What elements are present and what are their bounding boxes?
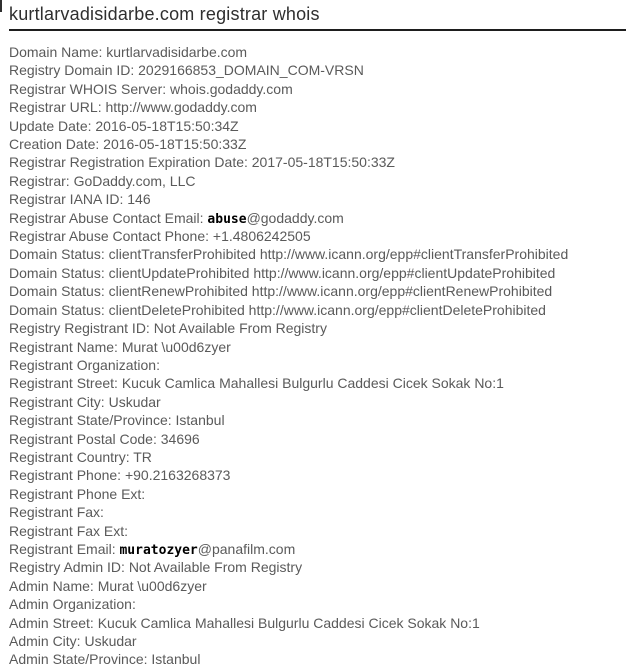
whois-line <box>9 191 630 209</box>
whois-line-text: Admin Street: Kucuk Camlica Mahallesi Bulgurlu Caddesi Cicek Sokak No:1 <box>9 614 480 631</box>
whois-line-text: Domain Status: clientUpdateProhibited http://www.icann.org/epp#clientUpdateProhibited <box>9 264 556 281</box>
whois-line <box>9 118 630 136</box>
whois-line-text: Registrant Name: Murat \u00d6zyer <box>9 338 231 355</box>
whois-line <box>9 357 630 375</box>
whois-line-text: Registrant Phone Ext: <box>9 485 146 502</box>
whois-line <box>9 265 630 283</box>
whois-line-text: Registrant Organization: <box>9 356 160 373</box>
whois-line <box>9 81 630 99</box>
whois-line-text: Registrant Country: TR <box>9 448 152 465</box>
whois-line-text: Registrant Phone: +90.2163268373 <box>9 467 231 484</box>
whois-line-text: Admin City: Uskudar <box>9 633 137 649</box>
whois-line-text: Registrant Fax Ext: <box>9 522 129 539</box>
whois-line-text: Admin State/Province: Istanbul <box>9 651 201 668</box>
whois-record <box>0 31 630 670</box>
whois-line-text: Registrar IANA ID: 146 <box>9 191 151 208</box>
whois-line-text: Registrar WHOIS Server: whois.godaddy.com <box>9 80 293 97</box>
whois-lines-container <box>9 44 630 670</box>
whois-line <box>9 154 630 172</box>
whois-line <box>9 412 630 430</box>
whois-line <box>9 339 630 357</box>
email-local-part: muratozyer <box>119 542 198 558</box>
whois-line <box>9 467 630 485</box>
whois-line-text: Domain Status: clientTransferProhibited http://www.icann.org/epp#clientTransferProhibited <box>9 246 569 263</box>
whois-line-text: Domain Name: kurtlarvadisidarbe.com <box>9 44 248 60</box>
whois-line-text: Domain Status: clientRenewProhibited http://www.icann.org/epp#clientRenewProhibited <box>9 283 553 300</box>
whois-line <box>9 302 630 320</box>
whois-line <box>9 651 630 669</box>
whois-line <box>9 394 630 412</box>
whois-line-text: Registrar URL: http://www.godaddy.com <box>9 99 257 116</box>
whois-line <box>9 283 630 301</box>
whois-line <box>9 559 630 577</box>
whois-line-text: Registry Admin ID: Not Available From Registry <box>9 559 303 576</box>
whois-line-text: Domain Status: clientDeleteProhibited http://www.icann.org/epp#clientDeleteProhibited <box>9 301 546 318</box>
email-local-part: abuse <box>207 211 247 227</box>
whois-line <box>9 246 630 264</box>
whois-line-text: Registry Domain ID: 2029166853_DOMAIN_COM-VRSN <box>9 62 364 79</box>
whois-line-text: Registrar Abuse Contact Phone: +1.4806242505 <box>9 228 311 245</box>
whois-line-text: Admin Name: Murat \u00d6zyer <box>9 577 207 594</box>
whois-line-text: Registrant Street: Kucuk Camlica Mahallesi Bulgurlu Caddesi Cicek Sokak No:1 <box>9 375 504 392</box>
whois-line-text: Registrar Abuse Contact Email: <box>9 209 208 226</box>
whois-line <box>9 173 630 191</box>
whois-line <box>9 578 630 596</box>
whois-line <box>9 486 630 504</box>
whois-line <box>9 210 630 228</box>
whois-line-text: Registry Registrant ID: Not Available From Registry <box>9 320 327 337</box>
whois-line-text: Registrant Email: <box>9 540 120 557</box>
whois-line <box>9 320 630 338</box>
whois-line <box>9 449 630 467</box>
whois-line <box>9 523 630 541</box>
whois-line-text: Registrant City: Uskudar <box>9 393 161 410</box>
whois-line <box>9 375 630 393</box>
whois-line-text: Registrant State/Province: Istanbul <box>9 412 225 429</box>
page-header <box>0 0 630 31</box>
whois-line-text: Registrant Postal Code: 34696 <box>9 430 200 447</box>
whois-line <box>9 99 630 117</box>
whois-line-text: Registrar Registration Expiration Date: 2017-05-18T15:50:33Z <box>9 154 395 171</box>
cropped-border-mark <box>0 0 2 12</box>
page-title: kurtlarvadisidarbe.com registrar whois <box>9 4 320 24</box>
whois-line <box>9 136 630 154</box>
whois-line <box>9 44 630 62</box>
whois-line-text: Admin Organization: <box>9 596 136 613</box>
whois-line-text: Registrant Fax: <box>9 504 104 521</box>
whois-line-text: Creation Date: 2016-05-18T15:50:33Z <box>9 136 247 153</box>
whois-line <box>9 431 630 449</box>
whois-line <box>9 504 630 522</box>
whois-line <box>9 615 630 633</box>
whois-line-text: Update Date: 2016-05-18T15:50:34Z <box>9 117 239 134</box>
whois-line <box>9 633 630 651</box>
whois-line <box>9 228 630 246</box>
whois-line <box>9 596 630 614</box>
email-domain-part: @panafilm.com <box>197 540 296 557</box>
whois-line-text: Registrar: GoDaddy.com, LLC <box>9 172 196 189</box>
email-domain-part: @godaddy.com <box>246 209 344 226</box>
whois-line <box>9 62 630 80</box>
whois-line <box>9 541 630 559</box>
